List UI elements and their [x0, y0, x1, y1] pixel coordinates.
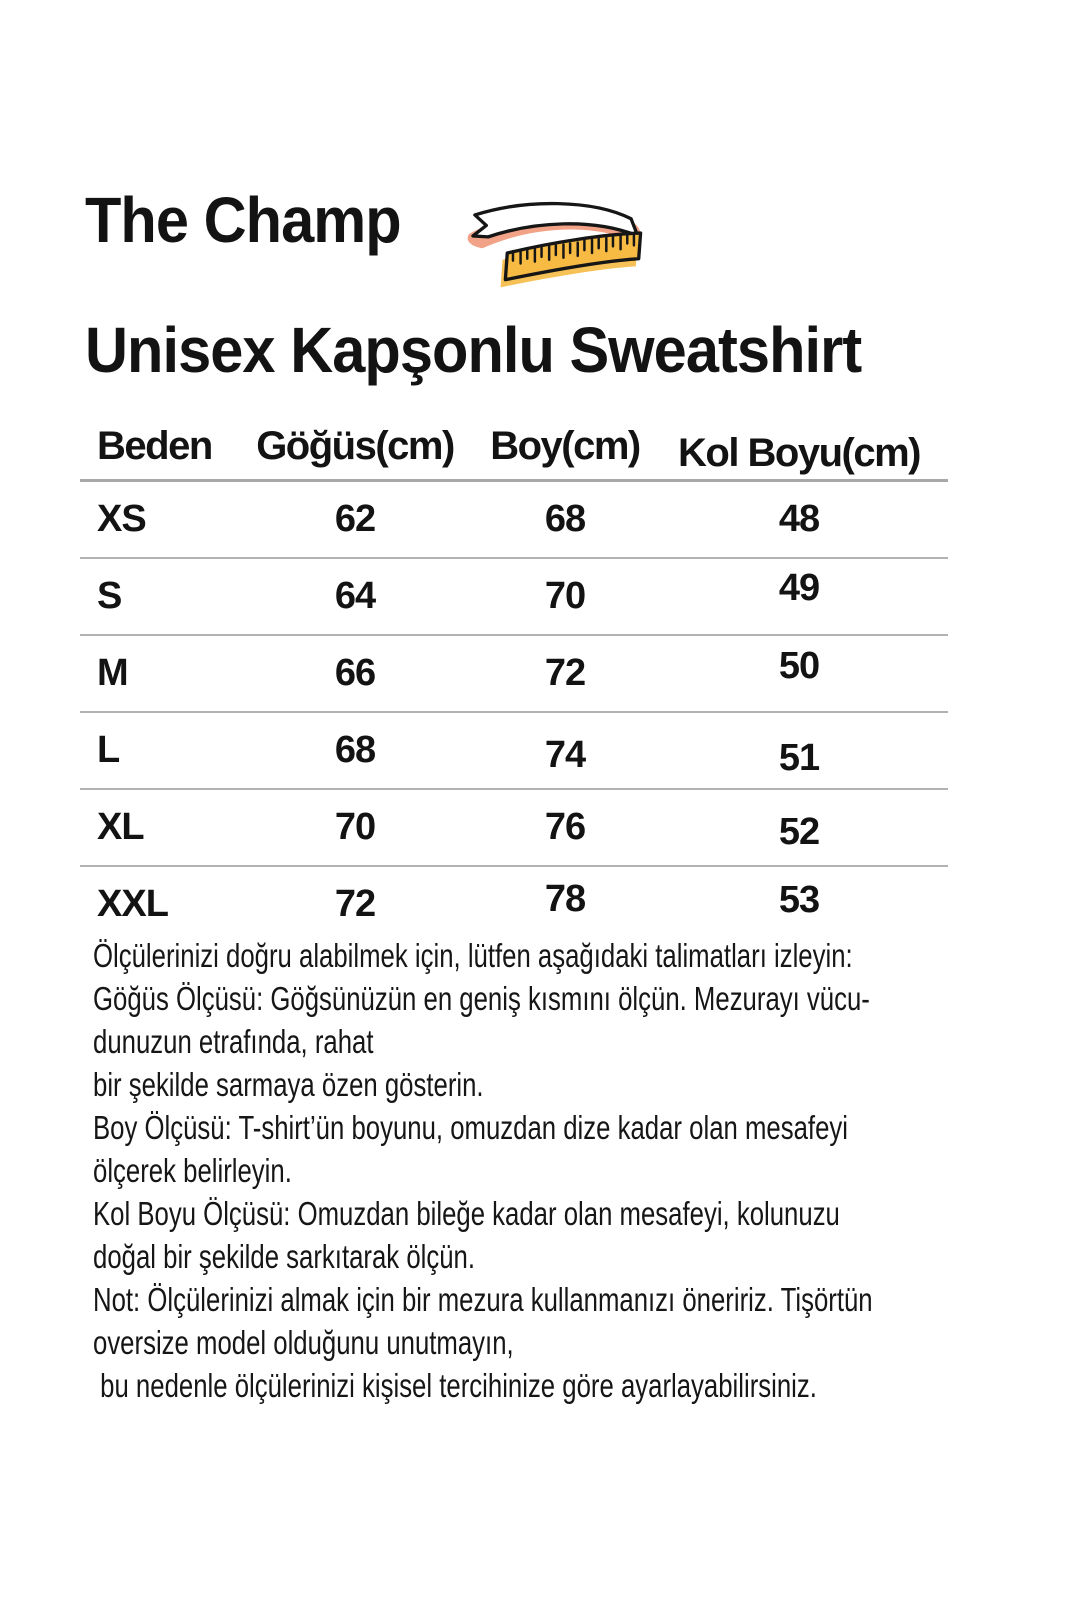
chest-value: 68	[334, 728, 376, 771]
length-value: 72	[544, 651, 586, 694]
chest-value: 62	[334, 497, 376, 540]
instruction-line: doğal bir şekilde sarkıtarak ölçün.	[93, 1238, 476, 1275]
size-table-header-row	[80, 399, 948, 481]
measurement-instructions	[93, 934, 873, 1407]
brand-title: The Champ	[85, 184, 401, 256]
column-header-kol-boyu: Kol Boyu(cm)	[678, 431, 920, 475]
chest-value: 72	[334, 883, 376, 925]
instruction-line: bu nedenle ölçülerinizi kişisel tercihinize göre ayarlayabilirsiniz.	[93, 1367, 817, 1404]
table-row-s	[80, 558, 948, 635]
size-label: L	[97, 728, 120, 771]
table-row-xxl	[80, 866, 948, 943]
sleeve-value: 51	[778, 736, 820, 779]
sleeve-value: 49	[778, 566, 820, 609]
column-header-beden: Beden	[97, 424, 212, 468]
table-row-xs	[80, 481, 948, 558]
product-title: Unisex Kapşonlu Sweatshirt	[85, 314, 862, 386]
column-header-boy: Boy(cm)	[490, 424, 640, 468]
instruction-line: ölçerek belirleyin.	[93, 1152, 292, 1189]
length-value: 68	[544, 497, 586, 540]
brand-row	[85, 184, 920, 294]
length-value: 78	[544, 878, 586, 920]
chest-value: 66	[334, 651, 376, 694]
instruction-line: Boy Ölçüsü: T-shirt’ün boyunu, omuzdan dize kadar olan mesafeyi	[93, 1109, 848, 1146]
size-label: XXL	[97, 883, 168, 925]
column-header-gogus: Göğüs(cm)	[256, 424, 454, 468]
instruction-line: oversize model olduğunu unutmayın,	[93, 1324, 514, 1361]
length-value: 70	[544, 574, 586, 617]
length-value: 74	[544, 733, 586, 776]
size-table	[80, 399, 948, 943]
size-label: XL	[97, 805, 144, 848]
sleeve-value: 48	[778, 497, 820, 540]
instruction-line: Not: Ölçülerinizi almak için bir mezura kullanmanızı öneririz. Tişörtün	[93, 1281, 873, 1318]
instruction-line: bir şekilde sarmaya özen gösterin.	[93, 1066, 484, 1103]
sleeve-value: 52	[778, 810, 820, 853]
header	[85, 184, 920, 386]
instruction-line: Göğüs Ölçüsü: Göğsünüzün en geniş kısmını ölçün. Mezurayı vücu-	[93, 980, 870, 1017]
sleeve-value: 53	[778, 879, 820, 921]
table-row-xl	[80, 789, 948, 866]
size-label: M	[97, 651, 128, 694]
size-label: S	[97, 574, 122, 617]
length-value: 76	[544, 805, 586, 848]
chest-value: 70	[334, 805, 376, 848]
size-label: XS	[97, 497, 146, 540]
instruction-line: Ölçülerinizi doğru alabilmek için, lütfen aşağıdaki talimatları izleyin:	[93, 937, 853, 974]
tape-measure-icon	[450, 194, 655, 294]
sleeve-value: 50	[778, 644, 820, 687]
instruction-line: Kol Boyu Ölçüsü: Omuzdan bileğe kadar olan mesafeyi, kolunuzu	[93, 1195, 840, 1232]
instruction-line: dunuzun etrafında, rahat	[93, 1023, 374, 1060]
table-row-l	[80, 712, 948, 789]
table-row-m	[80, 635, 948, 712]
chest-value: 64	[334, 574, 376, 617]
